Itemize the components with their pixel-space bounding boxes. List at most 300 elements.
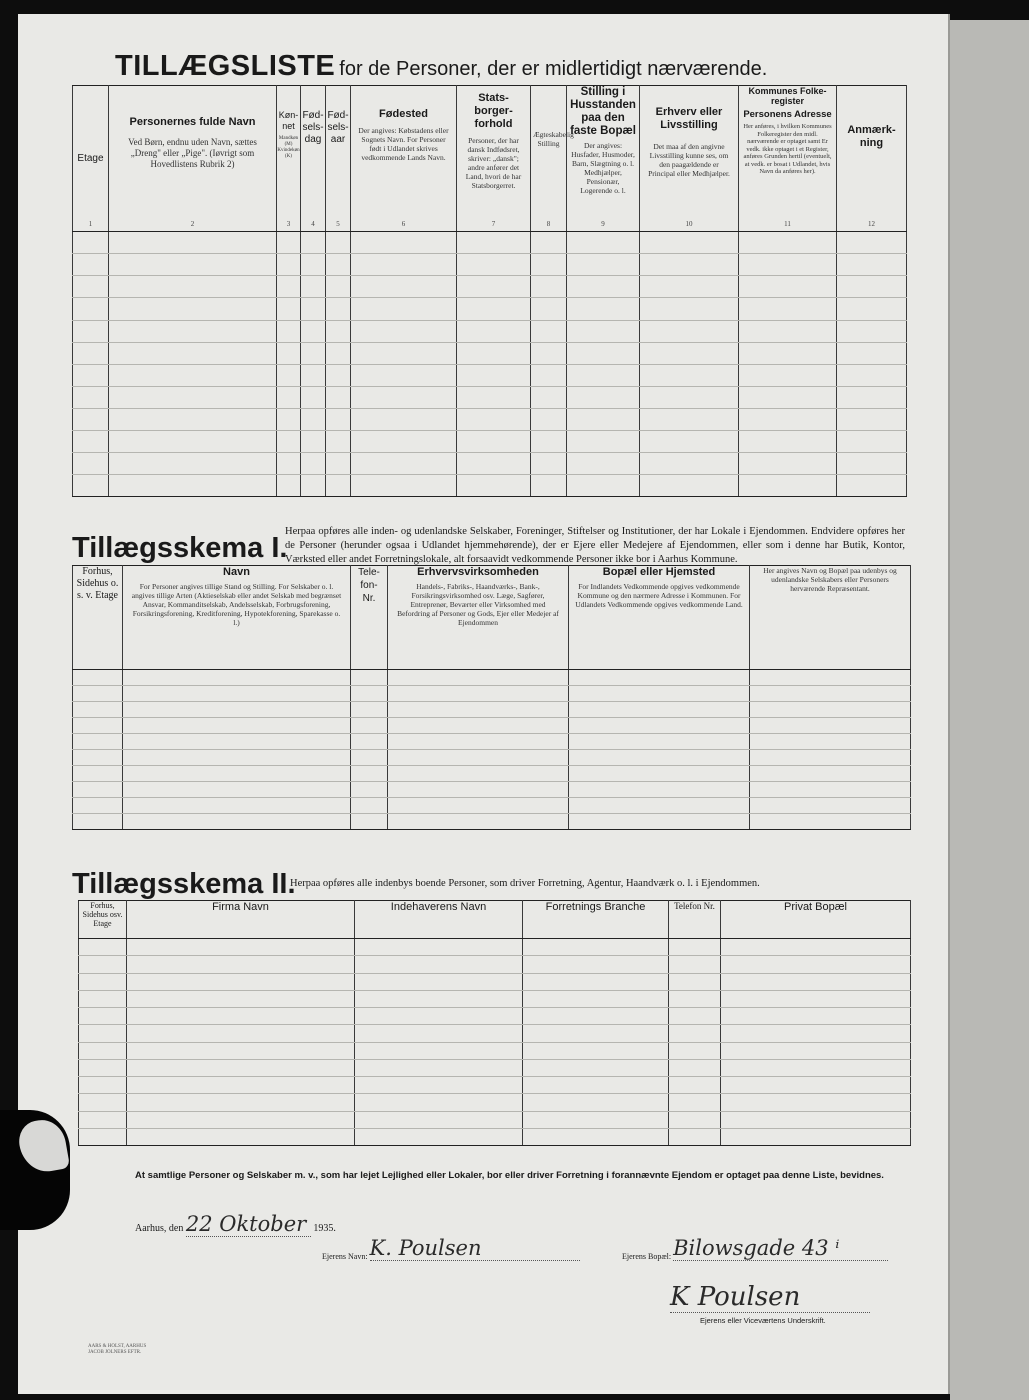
schedule-2-cell [523,956,669,973]
schedule-2-cell [669,939,721,956]
schedule-1-cell [123,782,351,798]
supplement-list-cell [457,408,531,430]
supplement-list-cell [277,298,301,320]
schedule-2-cell [79,1077,127,1094]
schedule-2-cell [523,990,669,1007]
schedule-1-cell [351,686,388,702]
schedule-1-cell [388,766,569,782]
supplement-list-cell [567,474,640,496]
supplement-list-cell [567,232,640,254]
city-label: Aarhus, den [135,1223,184,1234]
adjacent-page-edge [950,20,1029,1400]
supplement-list-cell [640,408,739,430]
schedule-2-cell [721,1025,911,1042]
schedule-1-cell [73,766,123,782]
schedule-1-cell [750,718,911,734]
supplement-list-cell [351,276,457,298]
supplement-list-cell [326,232,351,254]
schedule-2-cell [79,956,127,973]
supplement-list-cell [739,452,837,474]
supplement-list-cell [326,408,351,430]
supplement-list-cell [457,232,531,254]
supplement-list-cell [301,276,326,298]
supplement-list-cell [351,474,457,496]
schedule-2-cell [79,973,127,990]
owner-address-line [622,1236,888,1261]
s2-col-owner-header: Indehaverens Navn [355,901,523,939]
supplement-list-cell [837,320,907,342]
schedule-2-cell [79,1059,127,1076]
supplement-list-cell [640,320,739,342]
schedule-1-row [73,734,911,750]
supplement-list-cell [277,342,301,364]
supplement-header-row [73,86,907,232]
supplement-list-cell [73,254,109,276]
supplement-list-cell [640,298,739,320]
supplement-list-cell [457,430,531,452]
supplement-list-cell [73,232,109,254]
s1-col-representative-header: Her angives Navn og Bopæl paa udenbys og udenlandske Selskabers eller Personers herværende Repræsentant. [750,566,911,670]
schedule-1-cell [351,782,388,798]
supplement-list-cell [531,298,567,320]
supplement-list-cell [837,364,907,386]
schedule-2-cell [721,990,911,1007]
schedule-2-row [79,1059,911,1076]
owner-name-line [322,1236,580,1261]
supplement-list-cell [351,320,457,342]
supplement-list-cell [351,386,457,408]
schedule-1-row [73,718,911,734]
supplement-list-row [73,430,907,452]
supplement-list-cell [640,342,739,364]
schedule-1-cell [123,686,351,702]
schedule-1-description: Herpaa opføres alle inden- og udenlandske Selskaber, Foreninger, Stiftelser og Institutioner, der har Lokale i Ejendommen. Endvidere opføres her de Personer (herunder ogsaa i Udlandet hjemmehørende), der er Ejere eller Medejere af Ejendommen, eller som i denne har Butik, Kontor, Værksted eller andet Forretningslokale, alt forsaavidt vedkommende Personer ikke bor i Aarhus Kommune. [285,526,905,565]
supplement-list-cell [837,474,907,496]
schedule-2-row [79,1094,911,1111]
schedule-1-cell [388,718,569,734]
supplement-list-cell [326,276,351,298]
schedule-1-cell [123,670,351,686]
supplement-list-cell [640,232,739,254]
supplement-list-cell [301,386,326,408]
supplement-list-cell [277,254,301,276]
schedule-2-cell [669,1059,721,1076]
supplement-list-cell [837,452,907,474]
schedule-1-cell [569,670,750,686]
schedule-1-cell [351,750,388,766]
supplement-list-cell [739,364,837,386]
supplement-list-cell [73,474,109,496]
signature-handwritten: K Poulsen [670,1282,870,1313]
supplement-list-cell [326,430,351,452]
supplement-list-cell [277,320,301,342]
schedule-2-cell [79,1025,127,1042]
supplement-list-body [73,232,907,497]
schedule-2-cell [355,1111,523,1128]
schedule-2-cell [721,1077,911,1094]
supplement-list-cell [640,276,739,298]
supplement-list-cell [567,276,640,298]
col-birthday-header: Fød-sels-dag 4 [301,86,326,232]
schedule-1-cell [73,686,123,702]
schedule-2-cell [355,1025,523,1042]
schedule-2-cell [721,1059,911,1076]
supplement-list-cell [351,298,457,320]
col-occupation-header: Erhverv eller Livsstilling Det maa af den angivne Livsstilling kunne ses, om den paagældende er Principal eller Medhjælper. 10 [640,86,739,232]
supplement-list-row [73,342,907,364]
supplement-list-cell [109,254,277,276]
owner-name-label: Ejerens Navn: [322,1252,368,1261]
schedule-1-cell [569,686,750,702]
supplement-list-cell [531,386,567,408]
supplement-list-cell [837,298,907,320]
schedule-1-cell [750,782,911,798]
schedule-2-cell [669,1025,721,1042]
supplement-list-cell [531,254,567,276]
supplement-list-cell [837,276,907,298]
schedule-2-table [78,900,911,1146]
supplement-list-cell [567,430,640,452]
schedule-2-row [79,1042,911,1059]
supplement-list-cell [640,452,739,474]
schedule-1-row [73,750,911,766]
supplement-list-cell [739,232,837,254]
supplement-list-cell [567,298,640,320]
schedule-1-cell [351,670,388,686]
schedule-2-cell [669,1008,721,1025]
schedule-2-cell [523,1025,669,1042]
supplement-list-cell [109,386,277,408]
supplement-list-cell [457,298,531,320]
date-handwritten: 22 Oktober [186,1212,311,1237]
schedule-1-cell [351,734,388,750]
supplement-list-cell [73,386,109,408]
supplement-list-cell [837,430,907,452]
schedule-1-row [73,798,911,814]
supplement-list-row [73,474,907,496]
supplement-list-cell [531,452,567,474]
schedule-2-cell [721,1094,911,1111]
supplement-list-cell [457,320,531,342]
schedule-2-cell [523,1042,669,1059]
supplement-list-cell [739,320,837,342]
supplement-list-cell [109,276,277,298]
col-gender-header: Køn-net Mandkøn (M) Kvindekøn (K) 3 [277,86,301,232]
schedule-2-cell [127,1042,355,1059]
supplement-list-cell [837,342,907,364]
schedule-2-row [79,1128,911,1145]
schedule-2-cell [669,1111,721,1128]
schedule-2-cell [523,939,669,956]
col-household-header: Stilling i Husstanden paa den faste Bopæl Der angives: Husfader, Husmoder, Barn, Slægtning o. l. Medhjælper, Pensionær, Logerende o. l. 9 [567,86,640,232]
supplement-list-cell [567,386,640,408]
schedule-1-cell [351,798,388,814]
schedule-1-cell [388,734,569,750]
schedule-2-body [79,939,911,1146]
supplement-list-cell [277,452,301,474]
schedule-1-cell [750,734,911,750]
supplement-list-cell [109,342,277,364]
supplement-list-cell [837,386,907,408]
supplement-list-cell [351,364,457,386]
schedule-2-cell [355,1094,523,1111]
s1-col-phone-header: Tele-fon-Nr. [351,566,388,670]
supplement-list-cell [351,408,457,430]
schedule-2-cell [127,1008,355,1025]
schedule-2-row [79,990,911,1007]
schedule-2-cell [669,956,721,973]
s1-col-name-header: Navn For Personer angives tillige Stand og Stilling. For Selskaber o. l. angives tillige Arten (Aktieselskab eller andet Selskab med begrænset Ansvar, Kommanditselskab, Andelsselskab, Forbrugsforening, Forsikringsforening, Kreditforening, Hypotekforening, Sparekasse o. l.) [123,566,351,670]
supplement-list-cell [301,430,326,452]
supplement-list-cell [567,452,640,474]
supplement-list-cell [457,254,531,276]
s1-col-business-header: Erhvervsvirksomheden Handels-, Fabriks-, Haandværks-, Bank-, Forsikringsvirksomhed osv. Læge, Sagfører, Entreprenør, Beværter eller Virksomhed med Befordring af Personer og Gods, Ejer eller Medejer af Ejendommen [388,566,569,670]
schedule-1-cell [73,782,123,798]
schedule-2-cell [669,1042,721,1059]
schedule-1-cell [569,798,750,814]
supplement-list-cell [277,408,301,430]
supplement-list-cell [326,320,351,342]
schedule-2-cell [721,1008,911,1025]
supplement-list-heading [115,50,905,83]
schedule-2-row [79,973,911,990]
supplement-list-cell [531,342,567,364]
schedule-2-cell [523,1128,669,1145]
schedule-2-cell [355,1008,523,1025]
supplement-list-cell [457,342,531,364]
supplement-list-cell [277,474,301,496]
supplement-list-cell [109,320,277,342]
supplement-list-cell [351,232,457,254]
supplement-list-cell [531,320,567,342]
schedule-2-cell [127,939,355,956]
supplement-list-cell [739,276,837,298]
schedule-1-header-row [73,566,911,670]
supplement-list-row [73,276,907,298]
schedule-2-cell [523,1008,669,1025]
supplement-list-cell [739,342,837,364]
supplement-list-cell [301,232,326,254]
s2-col-private-address-header: Privat Bopæl [721,901,911,939]
schedule-1-cell [569,718,750,734]
schedule-2-cell [127,956,355,973]
schedule-1-cell [750,670,911,686]
schedule-2-cell [669,973,721,990]
schedule-1-cell [73,670,123,686]
schedule-1-cell [123,766,351,782]
supplement-list-cell [109,364,277,386]
schedule-1-cell [123,750,351,766]
schedule-2-cell [721,973,911,990]
schedule-1-row [73,782,911,798]
supplement-list-title: TILLÆGSLISTE [115,50,336,82]
schedule-1-cell [750,766,911,782]
schedule-2-cell [79,1111,127,1128]
supplement-list-row [73,364,907,386]
supplement-list-row [73,232,907,254]
supplement-list-row [73,452,907,474]
supplement-list-cell [301,298,326,320]
supplement-list-cell [837,232,907,254]
schedule-2-cell [669,990,721,1007]
supplement-list-cell [640,474,739,496]
supplement-list-cell [640,430,739,452]
supplement-list-cell [640,386,739,408]
schedule-1-cell [73,718,123,734]
supplement-list-cell [531,408,567,430]
supplement-list-cell [531,364,567,386]
col-name-header: Personernes fulde Navn Ved Børn, endnu uden Navn, sættes „Dreng" eller „Pige". (Iøvrigt som Hovedlistens Rubrik 2) 2 [109,86,277,232]
schedule-1-cell [750,686,911,702]
supplement-list-cell [109,408,277,430]
schedule-2-row [79,939,911,956]
schedule-1-cell [388,814,569,830]
supplement-list-cell [73,452,109,474]
supplement-list-cell [457,474,531,496]
supplement-list-row [73,254,907,276]
schedule-2-cell [523,1077,669,1094]
supplement-list-cell [277,276,301,298]
supplement-list-cell [326,342,351,364]
owner-address-handwritten: Bilowsgade 43 ⁱ [673,1236,888,1261]
schedule-1-cell [73,702,123,718]
s2-col-firm-header: Firma Navn [127,901,355,939]
schedule-2-cell [127,1094,355,1111]
schedule-1-title: Tillægsskema I. [72,532,288,564]
supplement-list-cell [277,386,301,408]
schedule-1-cell [73,798,123,814]
schedule-2-cell [523,1094,669,1111]
supplement-list-cell [326,474,351,496]
supplement-list-cell [326,298,351,320]
schedule-2-row [79,1111,911,1128]
printer-mark: AARS & HOLST, AARHUS JACOB JOLNERS EFTR. [88,1344,147,1355]
supplement-list-cell [531,276,567,298]
schedule-2-cell [355,956,523,973]
supplement-list-cell [567,254,640,276]
schedule-2-row [79,1077,911,1094]
schedule-2-row [79,956,911,973]
schedule-1-row [73,814,911,830]
supplement-list-cell [73,342,109,364]
supplement-list-cell [109,430,277,452]
s2-col-branch-header: Forretnings Branche [523,901,669,939]
schedule-1-cell [388,686,569,702]
schedule-2-cell [79,1008,127,1025]
supplement-list-cell [301,452,326,474]
supplement-list-cell [640,364,739,386]
s1-col-residence-header: Bopæl eller Hjemsted For Indlandets Vedkommende opgives vedkommende Kommune og den nærmere Adresse i Kommunen. For Udlandets Vedkommende opgives vedkommende Land. [569,566,750,670]
supplement-list-cell [457,386,531,408]
schedule-2-header-row [79,901,911,939]
schedule-2-cell [127,1111,355,1128]
supplement-list-cell [351,452,457,474]
supplement-list-cell [457,276,531,298]
schedule-2-cell [127,973,355,990]
schedule-2-cell [79,990,127,1007]
s1-col-floor-header: Forhus, Sidehus o. s. v. Etage [73,566,123,670]
col-birthplace-header: Fødested Der angives: Købstadens eller Sognets Navn. For Personer født i Udlandet skrives vedkommende Lands Navn. 6 [351,86,457,232]
schedule-1-cell [351,702,388,718]
supplement-list-cell [739,386,837,408]
supplement-list-row [73,408,907,430]
schedule-1-cell [73,734,123,750]
year-label: 1935. [313,1223,336,1234]
supplement-list-cell [837,254,907,276]
schedule-1-cell [123,718,351,734]
supplement-list-cell [301,342,326,364]
schedule-1-cell [388,798,569,814]
schedule-2-cell [79,1094,127,1111]
supplement-list-cell [739,408,837,430]
schedule-1-cell [388,782,569,798]
schedule-1-cell [569,702,750,718]
schedule-1-body [73,670,911,830]
supplement-list-cell [277,232,301,254]
schedule-2-cell [669,1077,721,1094]
schedule-1-cell [123,814,351,830]
col-remarks-header: Anmærk-ning 12 [837,86,907,232]
supplement-list-cell [567,364,640,386]
schedule-2-cell [355,939,523,956]
supplement-list-cell [351,254,457,276]
col-birthyear-header: Fød-sels-aar 5 [326,86,351,232]
schedule-1-cell [569,814,750,830]
s2-col-floor-header: Forhus, Sidehus osv. Etage [79,901,127,939]
schedule-1-cell [351,766,388,782]
schedule-1-cell [750,814,911,830]
schedule-2-cell [721,1128,911,1145]
date-line [135,1212,336,1237]
schedule-1-cell [123,734,351,750]
supplement-list-cell [73,364,109,386]
schedule-2-cell [669,1094,721,1111]
supplement-list-cell [326,386,351,408]
supplement-list-cell [326,364,351,386]
supplement-list-cell [277,430,301,452]
supplement-list-cell [109,474,277,496]
schedule-2-cell [721,1111,911,1128]
schedule-2-cell [355,1042,523,1059]
supplement-list-row [73,298,907,320]
schedule-2-title: Tillægsskema II. [72,868,296,900]
signature-label: Ejerens eller Viceværtens Underskrift. [700,1316,826,1325]
schedule-2-cell [523,1059,669,1076]
supplement-list-cell [109,298,277,320]
schedule-2-cell [721,1042,911,1059]
supplement-list-cell [351,342,457,364]
schedule-2-cell [355,973,523,990]
supplement-list-cell [739,298,837,320]
schedule-1-cell [569,750,750,766]
schedule-2-cell [355,1059,523,1076]
schedule-2-cell [523,1111,669,1128]
schedule-1-cell [388,702,569,718]
schedule-1-cell [73,814,123,830]
supplement-list-cell [531,430,567,452]
supplement-list-cell [567,408,640,430]
col-etage-header: Etage 1 [73,86,109,232]
supplement-list-cell [73,276,109,298]
supplement-list-cell [567,342,640,364]
schedule-2-cell [79,939,127,956]
supplement-list-cell [73,430,109,452]
schedule-1-table [72,565,911,830]
schedule-1-cell [388,750,569,766]
schedule-1-cell [351,814,388,830]
supplement-list-cell [531,232,567,254]
supplement-list-row [73,386,907,408]
